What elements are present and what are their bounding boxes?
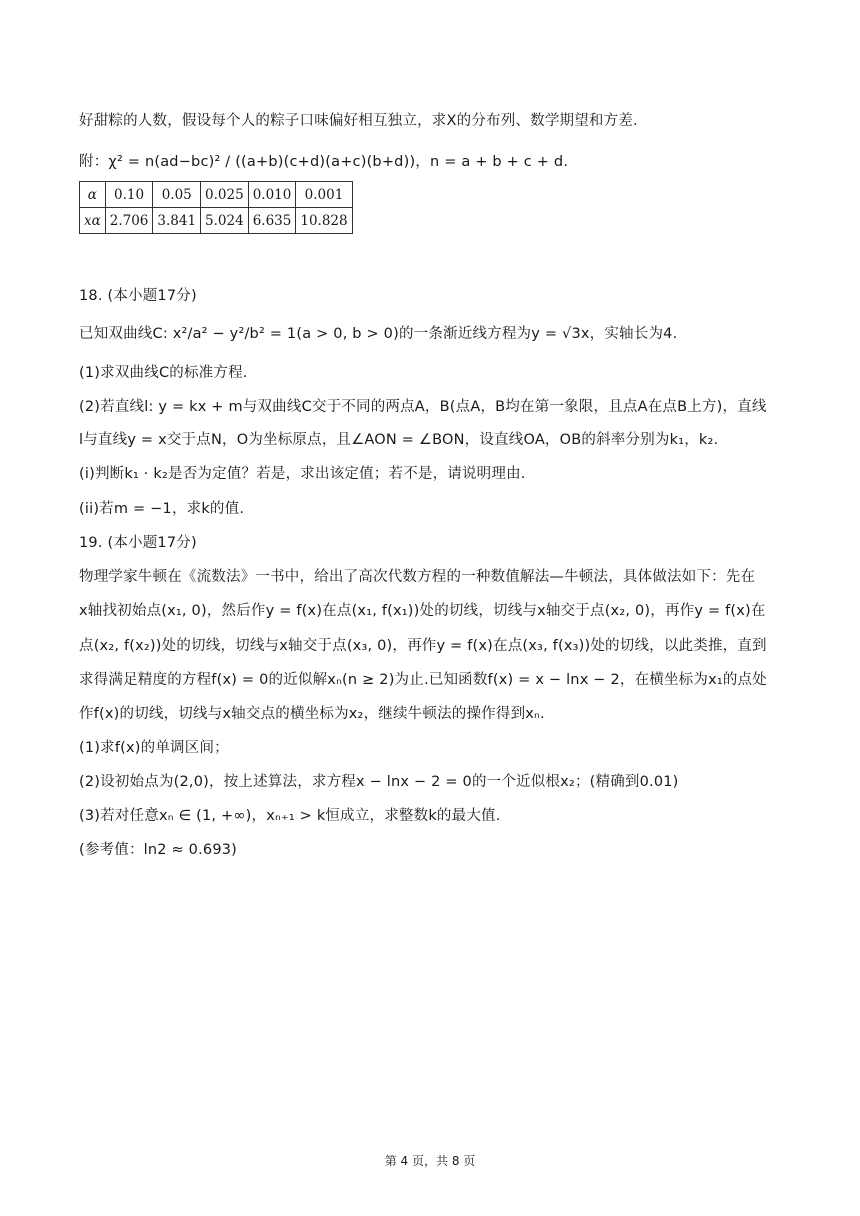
q19-part1: (1)求f(x)的单调区间； xyxy=(79,740,229,756)
table-cell: 0.05 xyxy=(153,182,201,208)
page-footer: 第 4 页，共 8 页 xyxy=(384,1154,476,1168)
q19-line3: 点(x₂, f(x₂))处的切线，切线与x轴交于点(x₃, 0)，再作y = f(x)在点(x₃, f(x₃))处的切线，以此类推，直到 xyxy=(79,638,767,654)
appendix-formula: χ² = n(ad−bc)² / ((a+b)(c+d)(a+c)(b+d))，n = a + b + c + d. xyxy=(108,154,569,170)
table-cell: 0.001 xyxy=(296,182,352,208)
table-row xyxy=(80,208,353,234)
q19-reference: (参考值：ln2 ≈ 0.693) xyxy=(79,842,238,858)
q18-stem: 已知双曲线C: x²/a² − y²/b² = 1(a > 0, b > 0)的一条渐近线方程为y = √3x，实轴长为4. xyxy=(79,326,678,342)
q18-subpart-ii: (ii)若m = −1，求k的值. xyxy=(79,501,245,517)
table-cell: 5.024 xyxy=(201,208,249,234)
table-cell: 0.010 xyxy=(248,182,296,208)
table-cell: 10.828 xyxy=(296,208,352,234)
q19-line2: x轴找初始点(x₁, 0)，然后作y = f(x)在点(x₁, f(x₁))处的切线，切线与x轴交于点(x₂, 0)，再作y = f(x)在 xyxy=(79,603,766,619)
table-cell: xα xyxy=(80,208,106,234)
appendix-label: 附： xyxy=(79,154,109,170)
table-cell: 0.10 xyxy=(105,182,153,208)
table-row xyxy=(80,182,353,208)
q18-part2-line1: (2)若直线l: y = kx + m与双曲线C交于不同的两点A，B(点A，B均在第一象限，且点A在点B上方)，直线 xyxy=(79,399,767,415)
q19-line5: 作f(x)的切线，切线与x轴交点的横坐标为x₂，继续牛顿法的操作得到xₙ. xyxy=(79,706,545,722)
q18-part1: (1)求双曲线C的标准方程. xyxy=(79,365,248,381)
table-cell: 3.841 xyxy=(153,208,201,234)
q19-heading: 19. (本小题17分) xyxy=(79,535,197,551)
table-cell: 0.025 xyxy=(201,182,249,208)
table-cell: 2.706 xyxy=(105,208,153,234)
q17-tail-text: 好甜粽的人数，假设每个人的粽子口味偏好相互独立，求X的分布列、数学期望和方差. xyxy=(79,113,638,129)
q19-line1: 物理学家牛顿在《流数法》一书中，给出了高次代数方程的一种数值解法—牛顿法，具体做法如下：先在 xyxy=(79,569,756,585)
q18-part2-line2: l与直线y = x交于点N，O为坐标原点，且∠AON = ∠BON，设直线OA，OB的斜率分别为k₁，k₂. xyxy=(79,432,719,448)
q19-part2: (2)设初始点为(2,0)，按上述算法，求方程x − lnx − 2 = 0的一个近似根x₂；(精确到0.01) xyxy=(79,774,679,790)
table-cell: α xyxy=(80,182,106,208)
q19-part3: (3)若对任意xₙ ∈ (1, +∞)，xₙ₊₁ > k恒成立，求整数k的最大值. xyxy=(79,808,501,824)
critical-value-table xyxy=(79,181,353,234)
table-cell: 6.635 xyxy=(248,208,296,234)
q18-subpart-i: (i)判断k₁ · k₂是否为定值？若是，求出该定值；若不是，请说明理由. xyxy=(79,466,526,482)
q18-heading: 18. (本小题17分) xyxy=(79,288,197,304)
appendix-line xyxy=(79,152,820,172)
q19-line4: 求得满足精度的方程f(x) = 0的近似解xₙ(n ≥ 2)为止.已知函数f(x) = x − lnx − 2，在横坐标为x₁的点处 xyxy=(79,672,767,688)
